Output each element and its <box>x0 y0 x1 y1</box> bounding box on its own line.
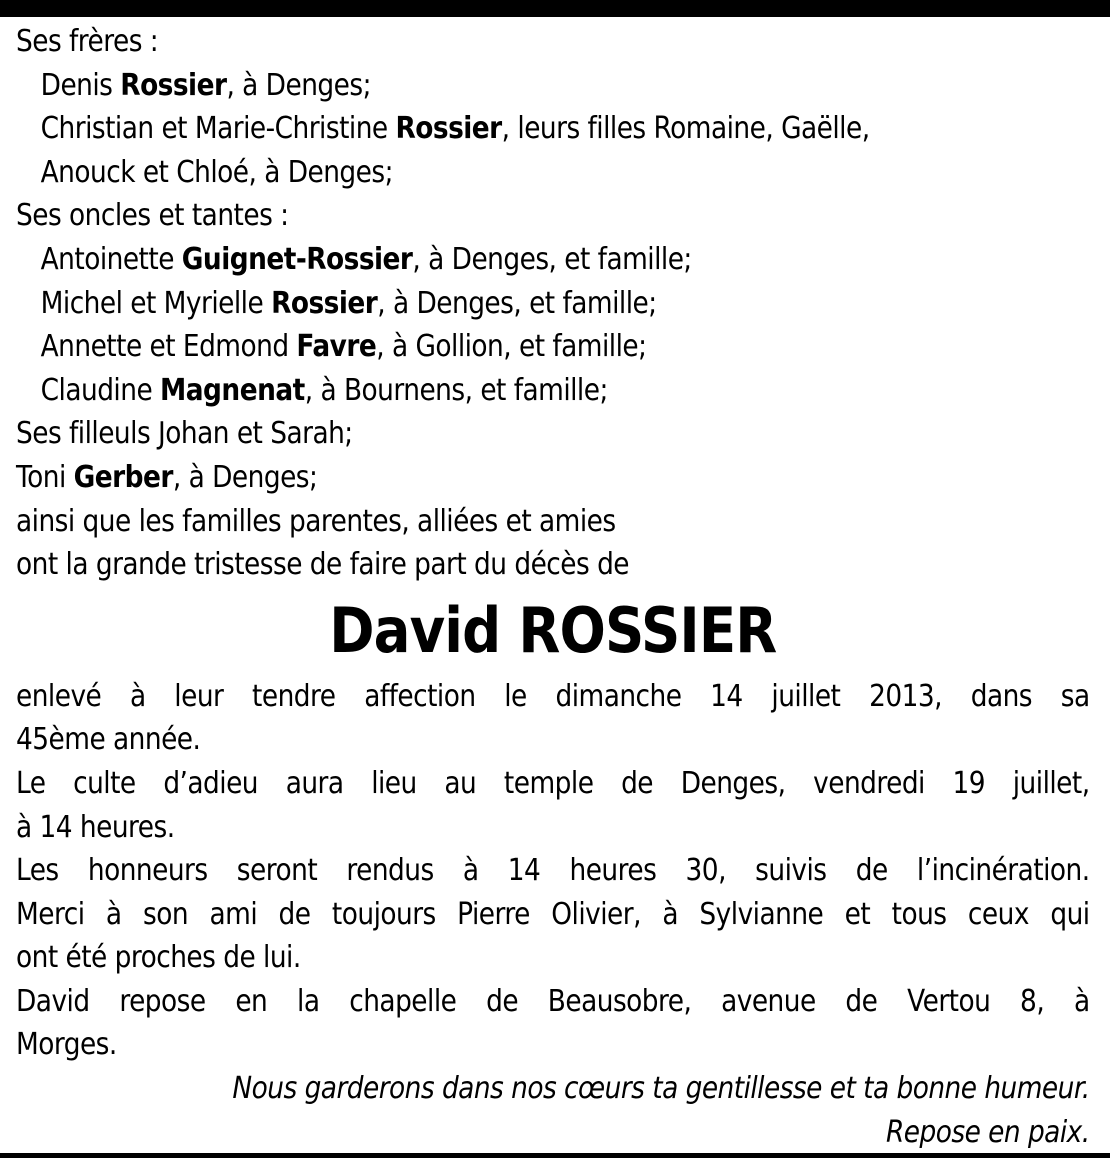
entry-text: Annette et Edmond <box>40 329 297 365</box>
epitaph-line: Nous garderons dans nos cœurs ta gentillesse et ta bonne humeur. <box>232 1071 1090 1107</box>
top-rule <box>0 0 1110 17</box>
entry-surname: Guignet-Rossier <box>181 241 413 277</box>
brother-entry <box>16 107 1090 151</box>
obituary-notice <box>16 20 1090 1154</box>
entry-surname: Gerber <box>73 459 173 495</box>
notice-line: ont été proches de lui. <box>16 940 301 976</box>
notice-line: enlevé à leur tendre affection le dimanche 14 juillet 2013, dans sa <box>16 678 1090 714</box>
entry-surname: Rossier <box>271 285 378 321</box>
notice-line: Morges. <box>16 1027 117 1063</box>
deceased-name: David ROSSIER <box>329 593 777 667</box>
entry-text: Christian et Marie-Christine <box>40 111 396 147</box>
notice-line: Merci à son ami de toujours Pierre Olivier, à Sylvianne et tous ceux qui <box>16 896 1090 932</box>
entry-text: Denis <box>40 67 121 103</box>
entry-text: , à Denges; <box>226 67 371 103</box>
uncle-entry <box>16 325 1090 369</box>
entry-surname: Magnenat <box>160 372 305 408</box>
brother-entry <box>16 151 1090 195</box>
brothers-heading: Ses frères : <box>16 24 159 59</box>
entry-surname: Favre <box>296 329 377 365</box>
entry-text: Claudine <box>40 372 161 408</box>
uncle-entry <box>16 282 1090 326</box>
entry-text: , à Denges; <box>172 459 318 495</box>
epitaph-line: Repose en paix. <box>885 1114 1090 1150</box>
closing-line: ainsi que les familles parentes, alliées et amies <box>16 503 616 539</box>
uncles-heading: Ses oncles et tantes : <box>16 198 289 234</box>
entry-text: Michel et Myrielle <box>40 285 272 321</box>
notice-line: 45ème année. <box>16 722 201 758</box>
uncle-entry <box>16 369 1090 413</box>
entry-text: , à Denges, et famille; <box>377 285 657 321</box>
entry-surname: Rossier <box>395 111 502 147</box>
notice-line: à 14 heures. <box>16 809 175 845</box>
entry-text: , à Bournens, et famille; <box>304 372 608 408</box>
brother-entry <box>16 64 1090 108</box>
entry-text: Anouck et Chloé, à Denges; <box>40 154 393 190</box>
godchildren-line: Ses filleuls Johan et Sarah; <box>16 416 353 452</box>
uncle-entry <box>16 238 1090 282</box>
notice-line: David repose en la chapelle de Beausobre, avenue de Vertou 8, à <box>16 983 1090 1019</box>
closing-line: ont la grande tristesse de faire part du décès de <box>16 547 630 583</box>
entry-text: Toni <box>16 459 74 495</box>
entry-text: , à Denges, et famille; <box>412 241 692 277</box>
notice-line: Les honneurs seront rendus à 14 heures 30, suivis de l’incinération. <box>16 853 1090 889</box>
notice-line: Le culte d’adieu aura lieu au temple de Denges, vendredi 19 juillet, <box>16 765 1090 801</box>
entry-surname: Rossier <box>120 67 227 103</box>
entry-text: , à Gollion, et famille; <box>376 329 647 365</box>
entry-text: Antoinette <box>40 241 182 277</box>
friend-entry <box>16 456 1090 500</box>
bottom-rule <box>0 1153 1110 1158</box>
entry-text: , leurs filles Romaine, Gaëlle, <box>501 111 870 147</box>
